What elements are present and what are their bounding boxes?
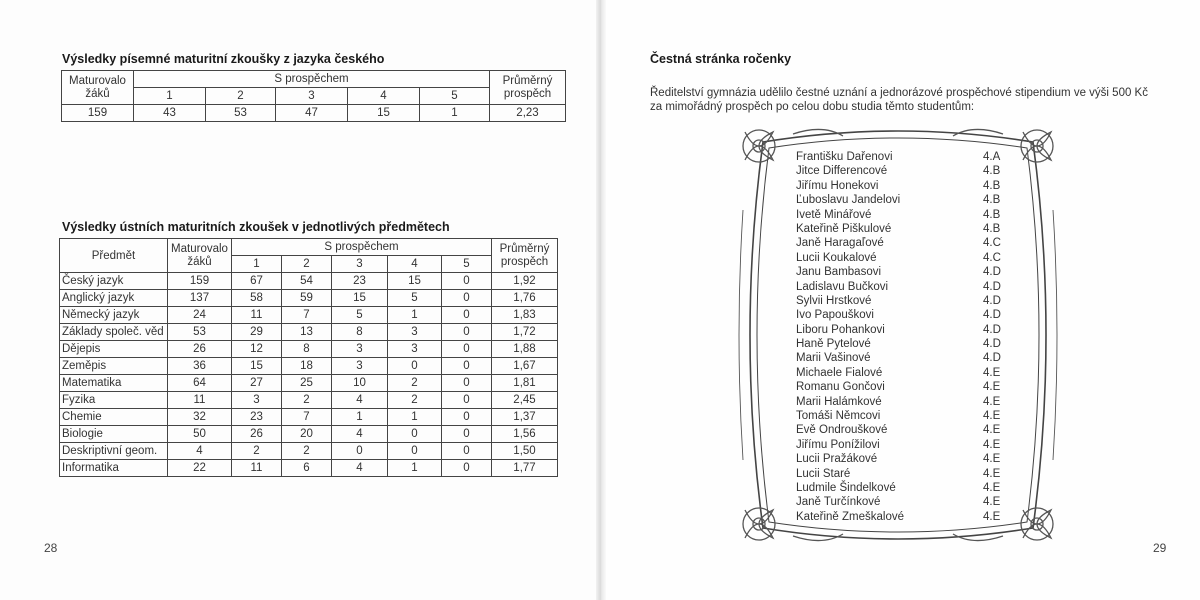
list-item bbox=[796, 452, 1036, 466]
cell-students: 22 bbox=[168, 460, 232, 477]
student-name: Liboru Pohankovi bbox=[796, 323, 885, 336]
cell-grade-4: 2 bbox=[388, 375, 442, 392]
student-name: Jiřímu Ponížilovi bbox=[796, 438, 880, 451]
cell-grade-3: 5 bbox=[332, 307, 388, 324]
cell-grade-5: 0 bbox=[442, 409, 492, 426]
grade-header: 4 bbox=[388, 256, 442, 273]
list-item bbox=[796, 179, 1036, 193]
student-class: 4.D bbox=[983, 280, 1001, 293]
cell-grade-3: 3 bbox=[332, 341, 388, 358]
cell-average: 1,92 bbox=[492, 273, 558, 290]
table-row bbox=[60, 307, 558, 324]
list-item bbox=[796, 308, 1036, 322]
list-item bbox=[796, 395, 1036, 409]
cell-subject: Chemie bbox=[60, 409, 168, 426]
cell-grade-5: 0 bbox=[442, 443, 492, 460]
student-class: 4.E bbox=[983, 510, 1001, 523]
oral-exams-title: Výsledky ústních maturitních zkoušek v jednotlivých předmětech bbox=[62, 220, 450, 234]
list-item bbox=[796, 380, 1036, 394]
student-name: Marii Halámkové bbox=[796, 395, 882, 408]
header-success: S prospěchem bbox=[232, 239, 492, 256]
cell-grade-2: 2 bbox=[282, 392, 332, 409]
cell-grade-1: 11 bbox=[232, 307, 282, 324]
cell-grade-4: 1 bbox=[388, 307, 442, 324]
cell-grade-5: 0 bbox=[442, 392, 492, 409]
cell-subject: Deskriptivní geom. bbox=[60, 443, 168, 460]
corner-knot-tl bbox=[743, 130, 775, 162]
cell-students: 159 bbox=[168, 273, 232, 290]
cell-average: 2,23 bbox=[490, 105, 566, 122]
cell-average: 1,37 bbox=[492, 409, 558, 426]
cell-grade-3: 4 bbox=[332, 426, 388, 443]
honor-intro: Ředitelství gymnázia udělilo čestné uznání a jednorázové prospěchové stipendium ve výši 500 Kč za mimořádný prospěch po celou dobu studia těmto studentům: bbox=[650, 87, 1148, 113]
table-row bbox=[60, 409, 558, 426]
student-name: Haně Pytelové bbox=[796, 338, 871, 351]
student-class: 4.E bbox=[983, 438, 1001, 451]
cell-grade-4: 3 bbox=[388, 341, 442, 358]
list-item bbox=[796, 236, 1036, 250]
oral-exams-table bbox=[59, 238, 558, 477]
list-item bbox=[796, 409, 1036, 423]
student-name: Tomáši Němcovi bbox=[796, 410, 881, 423]
student-class: 4.A bbox=[983, 151, 1001, 163]
student-name: Lucii Pražákové bbox=[796, 453, 878, 466]
student-class: 4.E bbox=[983, 410, 1001, 423]
student-class: 4.E bbox=[983, 424, 1001, 437]
cell-grade-2: 7 bbox=[282, 307, 332, 324]
student-class: 4.B bbox=[983, 165, 1001, 178]
honor-student-list bbox=[796, 150, 1036, 524]
cell-students: 11 bbox=[168, 392, 232, 409]
cell-grade-1: 27 bbox=[232, 375, 282, 392]
student-class: 4.B bbox=[983, 179, 1001, 192]
cell-average: 2,45 bbox=[492, 392, 558, 409]
grade-header: 5 bbox=[420, 88, 490, 105]
cell-grade-1: 29 bbox=[232, 324, 282, 341]
list-item bbox=[796, 510, 1036, 524]
cell-average: 1,83 bbox=[492, 307, 558, 324]
student-name: Lucii Koukalové bbox=[796, 251, 877, 264]
cell-average: 1,50 bbox=[492, 443, 558, 460]
student-name: Janu Bambasovi bbox=[796, 266, 882, 279]
student-class: 4.D bbox=[983, 309, 1001, 322]
table-row bbox=[60, 375, 558, 392]
cell-grade-2: 7 bbox=[282, 409, 332, 426]
written-exam-table bbox=[61, 70, 566, 122]
student-name: Ivo Papouškovi bbox=[796, 309, 874, 322]
grade-header: 5 bbox=[442, 256, 492, 273]
cell-grade-2: 53 bbox=[206, 105, 276, 122]
table-row bbox=[60, 460, 558, 477]
list-item bbox=[796, 208, 1036, 222]
page-number-right: 29 bbox=[1153, 541, 1167, 555]
cell-grade-3: 3 bbox=[332, 358, 388, 375]
student-name: Jitce Differencové bbox=[796, 165, 888, 178]
cell-grade-1: 26 bbox=[232, 426, 282, 443]
table-row bbox=[60, 426, 558, 443]
cell-subject: Zeměpis bbox=[60, 358, 168, 375]
student-name: Janě Haragaľové bbox=[796, 237, 884, 250]
header-average: Průměrný prospěch bbox=[490, 71, 566, 105]
student-class: 4.E bbox=[983, 366, 1001, 379]
list-item bbox=[796, 164, 1036, 178]
cell-grade-3: 4 bbox=[332, 392, 388, 409]
cell-grade-5: 0 bbox=[442, 341, 492, 358]
student-name: Ľuboslavu Jandelovi bbox=[796, 194, 901, 207]
cell-grade-4: 0 bbox=[388, 358, 442, 375]
student-class: 4.E bbox=[983, 496, 1001, 509]
student-class: 4.B bbox=[983, 208, 1001, 221]
table-row bbox=[60, 324, 558, 341]
cell-grade-5: 0 bbox=[442, 358, 492, 375]
cell-grade-1: 43 bbox=[134, 105, 206, 122]
list-item bbox=[796, 423, 1036, 437]
cell-grade-1: 12 bbox=[232, 341, 282, 358]
table-row bbox=[60, 392, 558, 409]
oral-exams-body bbox=[60, 273, 558, 477]
cell-grade-5: 0 bbox=[442, 426, 492, 443]
cell-grade-3: 1 bbox=[332, 409, 388, 426]
cell-grade-5: 0 bbox=[442, 290, 492, 307]
student-name: Romanu Gončovi bbox=[796, 381, 885, 394]
cell-grade-1: 11 bbox=[232, 460, 282, 477]
list-item bbox=[796, 337, 1036, 351]
list-item bbox=[796, 193, 1036, 207]
student-class: 4.C bbox=[983, 237, 1001, 250]
cell-grade-1: 67 bbox=[232, 273, 282, 290]
cell-subject: Německý jazyk bbox=[60, 307, 168, 324]
list-item bbox=[796, 366, 1036, 380]
student-class: 4.B bbox=[983, 194, 1001, 207]
cell-students: 24 bbox=[168, 307, 232, 324]
cell-students: 137 bbox=[168, 290, 232, 307]
student-name: Kateřině Piškulové bbox=[796, 222, 892, 235]
grade-header: 2 bbox=[282, 256, 332, 273]
cell-average: 1,88 bbox=[492, 341, 558, 358]
student-name: Ladislavu Bučkovi bbox=[796, 280, 889, 293]
cell-average: 1,56 bbox=[492, 426, 558, 443]
cell-students: 53 bbox=[168, 324, 232, 341]
student-name: Evě Ondrouškové bbox=[796, 424, 888, 437]
student-name: Ludmile Šindelkové bbox=[796, 481, 896, 494]
cell-subject: Základy společ. věd bbox=[60, 324, 168, 341]
cell-grade-2: 13 bbox=[282, 324, 332, 341]
cell-grade-2: 8 bbox=[282, 341, 332, 358]
cell-average: 1,76 bbox=[492, 290, 558, 307]
student-name: Sylvii Hrstkové bbox=[796, 294, 872, 307]
cell-average: 1,77 bbox=[492, 460, 558, 477]
cell-students: 4 bbox=[168, 443, 232, 460]
page-number-left: 28 bbox=[44, 541, 58, 555]
list-item bbox=[796, 150, 1036, 164]
cell-grade-3: 15 bbox=[332, 290, 388, 307]
cell-average: 1,72 bbox=[492, 324, 558, 341]
cell-subject: Informatika bbox=[60, 460, 168, 477]
grade-header: 1 bbox=[134, 88, 206, 105]
grade-header: 2 bbox=[206, 88, 276, 105]
cell-students: 64 bbox=[168, 375, 232, 392]
cell-grade-3: 23 bbox=[332, 273, 388, 290]
student-name: Františku Dařenovi bbox=[796, 151, 893, 163]
grade-header: 3 bbox=[332, 256, 388, 273]
cell-average: 1,67 bbox=[492, 358, 558, 375]
cell-grade-4: 1 bbox=[388, 409, 442, 426]
cell-grade-5: 0 bbox=[442, 307, 492, 324]
cell-grade-1: 2 bbox=[232, 443, 282, 460]
list-item bbox=[796, 481, 1036, 495]
student-class: 4.E bbox=[983, 395, 1001, 408]
cell-grade-2: 59 bbox=[282, 290, 332, 307]
table-row bbox=[60, 341, 558, 358]
header-average: Průměrný prospěch bbox=[492, 239, 558, 273]
student-name: Ivetě Minářové bbox=[796, 208, 872, 221]
list-item bbox=[796, 251, 1036, 265]
student-name: Lucii Staré bbox=[796, 467, 851, 480]
cell-grade-2: 25 bbox=[282, 375, 332, 392]
cell-subject: Fyzika bbox=[60, 392, 168, 409]
student-class: 4.E bbox=[983, 481, 1001, 494]
list-item bbox=[796, 265, 1036, 279]
cell-grade-3: 4 bbox=[332, 460, 388, 477]
cell-grade-1: 58 bbox=[232, 290, 282, 307]
student-class: 4.D bbox=[983, 338, 1001, 351]
cell-grade-2: 20 bbox=[282, 426, 332, 443]
cell-subject: Český jazyk bbox=[60, 273, 168, 290]
cell-grade-4: 0 bbox=[388, 426, 442, 443]
cell-grade-3: 47 bbox=[276, 105, 348, 122]
grade-header: 3 bbox=[276, 88, 348, 105]
student-name: Kateřině Zmeškalové bbox=[796, 510, 905, 523]
cell-students: 159 bbox=[62, 105, 134, 122]
cell-grade-4: 5 bbox=[388, 290, 442, 307]
cell-grade-5: 0 bbox=[442, 375, 492, 392]
cell-grade-3: 0 bbox=[332, 443, 388, 460]
grade-header: 4 bbox=[348, 88, 420, 105]
student-name: Michaele Fialové bbox=[796, 366, 883, 379]
table-row bbox=[62, 105, 566, 122]
cell-grade-3: 8 bbox=[332, 324, 388, 341]
cell-subject: Biologie bbox=[60, 426, 168, 443]
cell-grade-1: 3 bbox=[232, 392, 282, 409]
student-class: 4.E bbox=[983, 453, 1001, 466]
list-item bbox=[796, 495, 1036, 509]
student-class: 4.E bbox=[983, 381, 1001, 394]
cell-grade-5: 0 bbox=[442, 324, 492, 341]
student-class: 4.E bbox=[983, 467, 1001, 480]
header-students: Maturovalo žáků bbox=[168, 239, 232, 273]
student-class: 4.B bbox=[983, 222, 1001, 235]
cell-grade-4: 15 bbox=[348, 105, 420, 122]
student-name: Marii Vašinové bbox=[796, 352, 871, 365]
table-row bbox=[60, 290, 558, 307]
cell-subject: Matematika bbox=[60, 375, 168, 392]
student-class: 4.D bbox=[983, 323, 1001, 336]
written-exam-title: Výsledky písemné maturitní zkoušky z jazyka českého bbox=[62, 52, 385, 66]
header-subject: Předmět bbox=[60, 239, 168, 273]
list-item bbox=[796, 222, 1036, 236]
student-class: 4.D bbox=[983, 352, 1001, 365]
cell-grade-2: 2 bbox=[282, 443, 332, 460]
cell-grade-4: 3 bbox=[388, 324, 442, 341]
honor-page-title: Čestná stránka ročenky bbox=[650, 52, 792, 66]
student-name: Janě Turčínkové bbox=[796, 496, 881, 509]
header-students: Maturovalo žáků bbox=[62, 71, 134, 105]
cell-grade-2: 54 bbox=[282, 273, 332, 290]
cell-grade-4: 2 bbox=[388, 392, 442, 409]
table-row bbox=[60, 358, 558, 375]
cell-students: 50 bbox=[168, 426, 232, 443]
list-item bbox=[796, 467, 1036, 481]
list-item bbox=[796, 280, 1036, 294]
grade-header: 1 bbox=[232, 256, 282, 273]
table-row bbox=[60, 273, 558, 290]
student-class: 4.D bbox=[983, 266, 1001, 279]
student-class: 4.C bbox=[983, 251, 1001, 264]
list-item bbox=[796, 323, 1036, 337]
cell-students: 26 bbox=[168, 341, 232, 358]
cell-subject: Dějepis bbox=[60, 341, 168, 358]
header-success: S prospěchem bbox=[134, 71, 490, 88]
cell-grade-1: 15 bbox=[232, 358, 282, 375]
cell-students: 36 bbox=[168, 358, 232, 375]
cell-grade-2: 6 bbox=[282, 460, 332, 477]
student-name: Jiřímu Honekovi bbox=[796, 179, 879, 192]
cell-grade-5: 1 bbox=[420, 105, 490, 122]
cell-grade-5: 0 bbox=[442, 460, 492, 477]
list-item bbox=[796, 438, 1036, 452]
book-gutter bbox=[596, 0, 606, 600]
list-item bbox=[796, 351, 1036, 365]
student-class: 4.D bbox=[983, 294, 1001, 307]
cell-grade-3: 10 bbox=[332, 375, 388, 392]
cell-subject: Anglický jazyk bbox=[60, 290, 168, 307]
list-item bbox=[796, 294, 1036, 308]
cell-students: 32 bbox=[168, 409, 232, 426]
cell-grade-1: 23 bbox=[232, 409, 282, 426]
cell-grade-4: 0 bbox=[388, 443, 442, 460]
cell-grade-5: 0 bbox=[442, 273, 492, 290]
cell-grade-4: 15 bbox=[388, 273, 442, 290]
cell-grade-4: 1 bbox=[388, 460, 442, 477]
table-row bbox=[60, 443, 558, 460]
cell-grade-2: 18 bbox=[282, 358, 332, 375]
cell-average: 1,81 bbox=[492, 375, 558, 392]
